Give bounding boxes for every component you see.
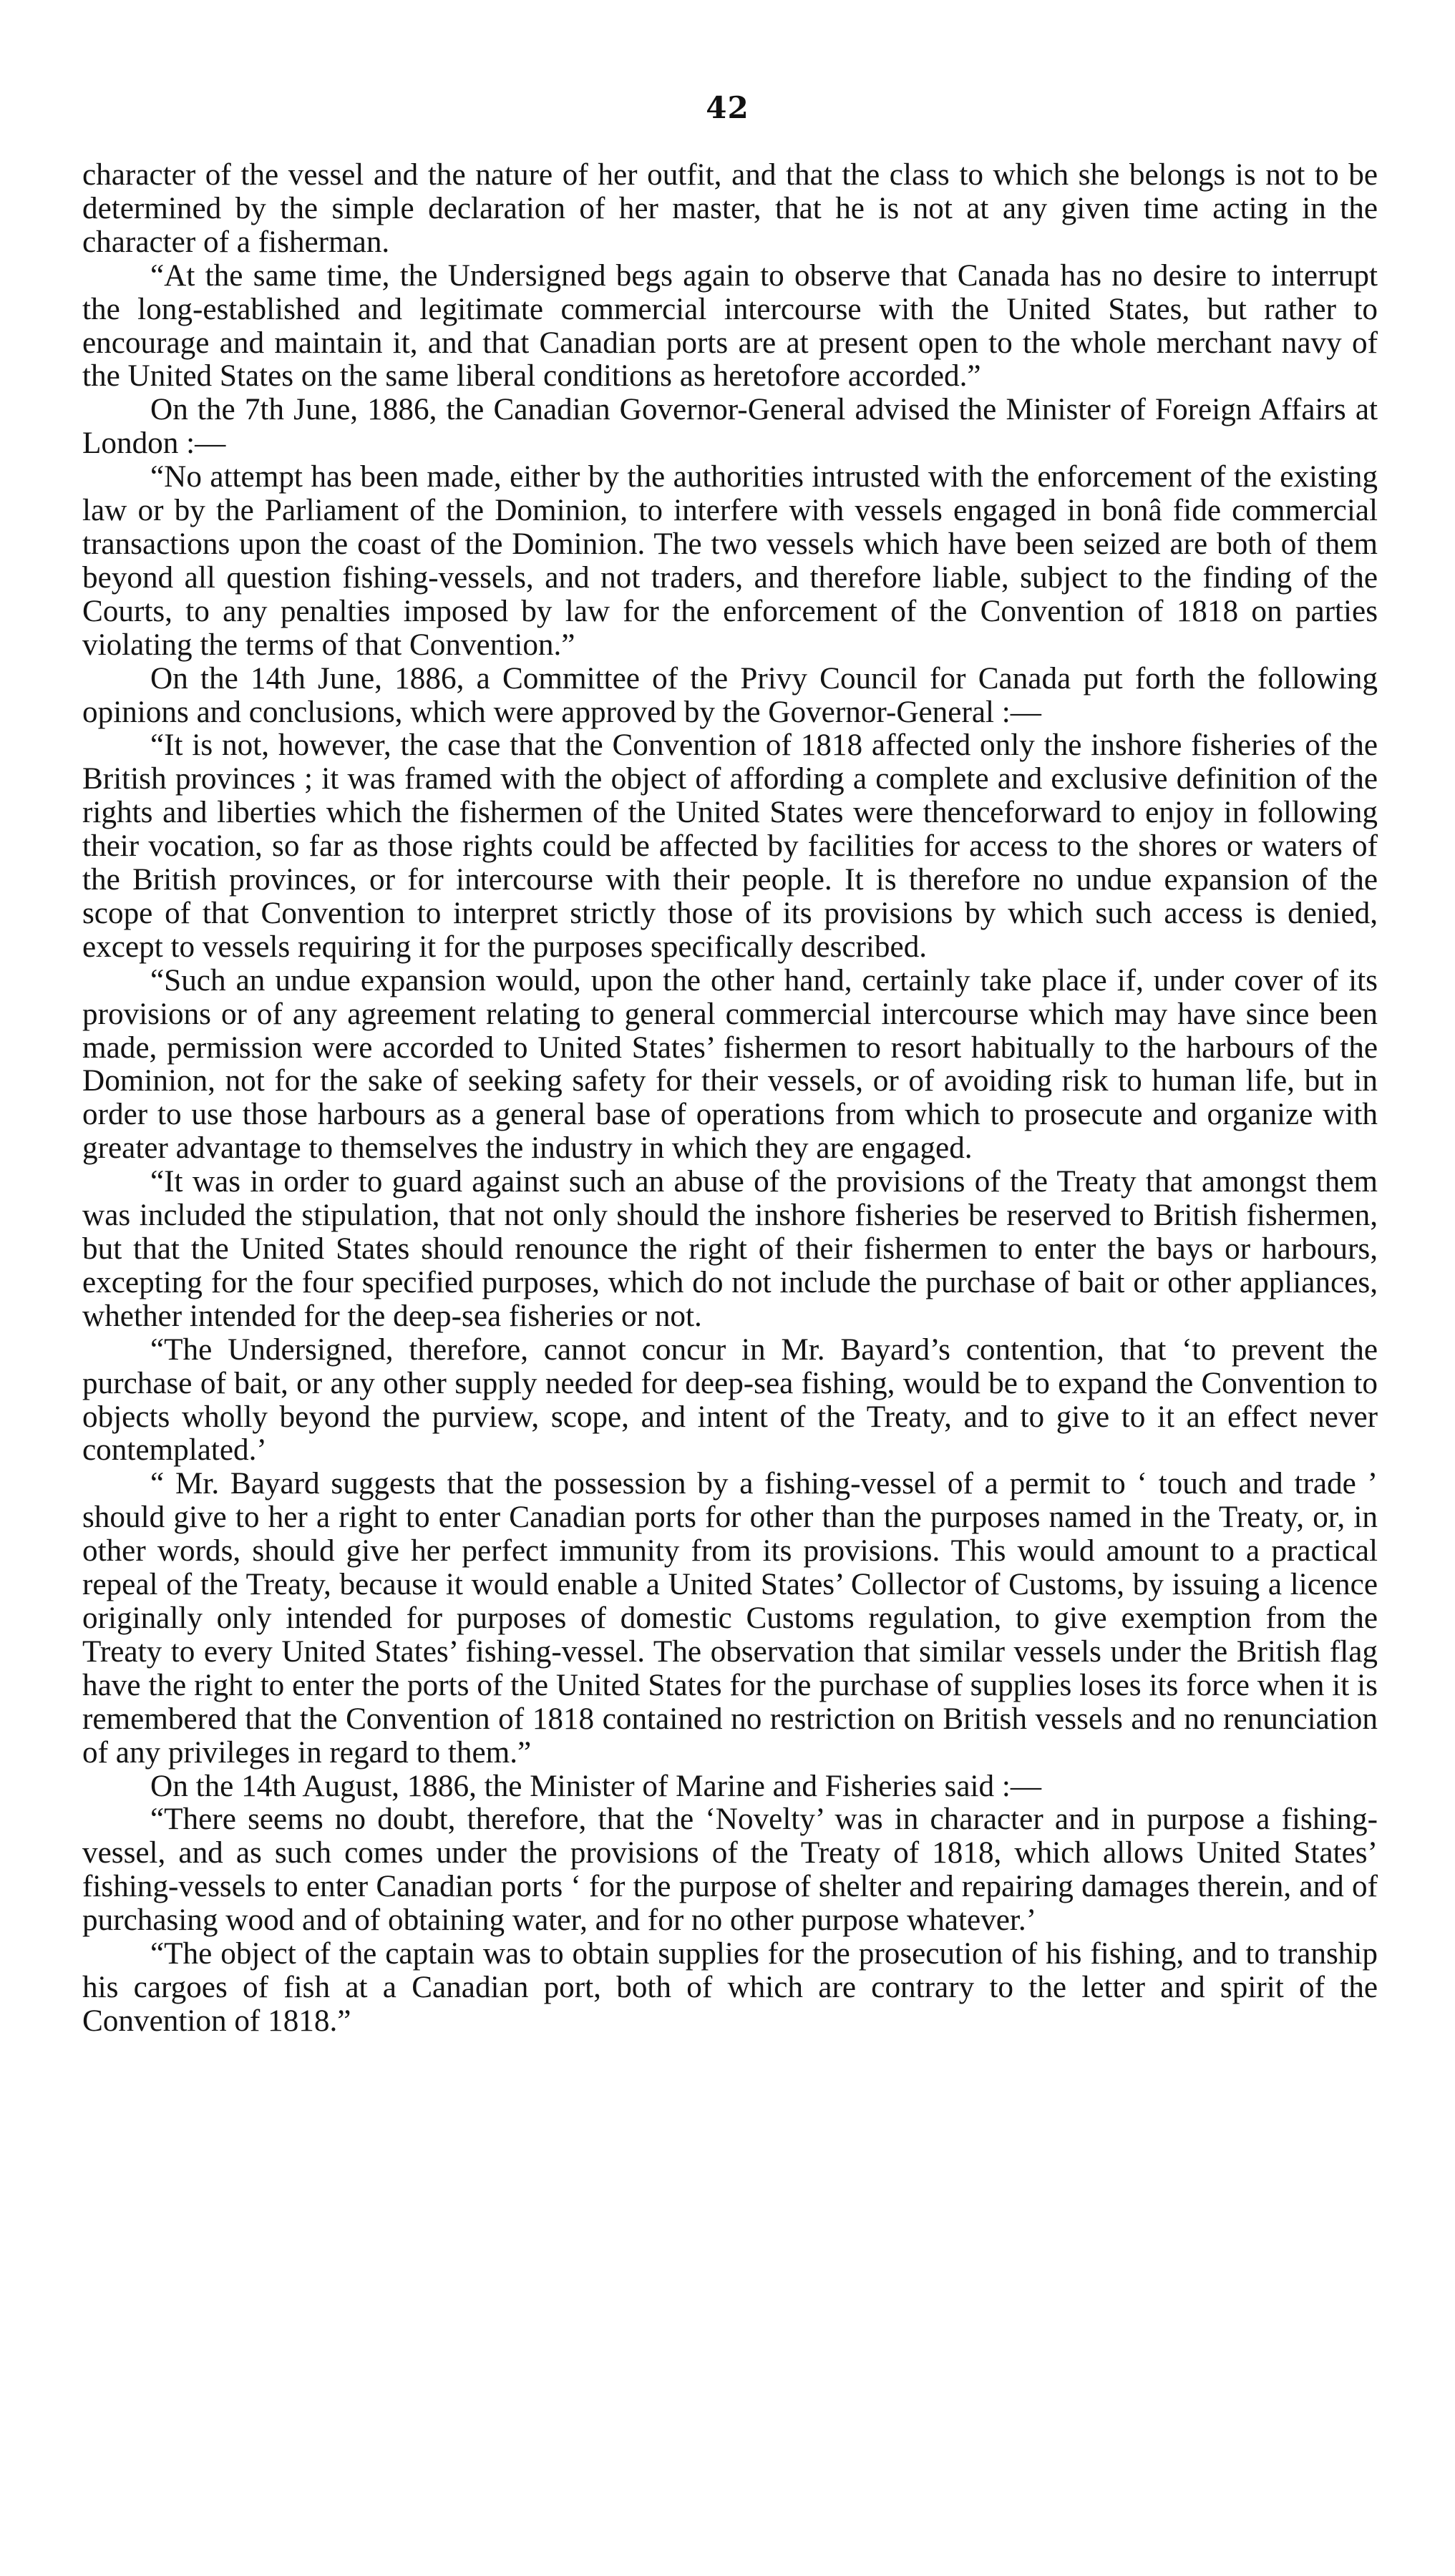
- paragraph: “There seems no doubt, therefore, that the ‘Novelty’ was in character and in purpose a fishing-vessel, and as such comes under the provisions of the Treaty of 1818, which allows United States’ fishing-vessels to enter Canadian ports ‘ for the purpose of shelter and repairing damages therein, and of purchasing wood and of obtaining water, and for no other purpose whatever.’: [82, 1802, 1378, 1938]
- paragraph: “At the same time, the Undersigned begs again to observe that Canada has no desire to interrupt the long-established and legitimate commercial intercourse with the United States, but rather to encourage and maintain it, and that Canadian ports are at present open to the whole merchant navy of the United States on the same liberal conditions as heretofore accorded.”: [82, 258, 1378, 394]
- paragraph: “No attempt has been made, either by the authorities intrusted with the enforcement of the existing law or by the Parliament of the Dominion, to interfere with vessels engaged in bonâ fide commercial transactions upon the coast of the Dominion. The two vessels which have been seized are both of them beyond all question fishing-vessels, and not traders, and therefore liable, subject to the finding of the Courts, to any penalties imposed by law for the enforcement of the Convention of 1818 on parties violating the terms of that Convention.”: [82, 460, 1378, 662]
- paragraph: “The object of the captain was to obtain supplies for the prosecution of his fishing, and to tranship his cargoes of fish at a Canadian port, both of which are contrary to the letter and spirit of the Convention of 1818.”: [82, 1937, 1378, 2038]
- paragraph: “It is not, however, the case that the Convention of 1818 affected only the inshore fisheries of the British provinces ; it was framed with the object of affording a complete and exclusive definition of the rights and liberties which the fishermen of the United States were thenceforward to enjoy in following their vocation, so far as those rights could be affected by facilities for access to the shores or waters of the British provinces, or for intercourse with their people. It is therefore no undue expansion of the scope of that Convention to interpret strictly those of its provisions by which such access is denied, except to vessels requiring it for the purposes specifically described.: [82, 728, 1378, 964]
- paragraph: On the 7th June, 1886, the Canadian Governor-General advised the Minister of Foreign Affairs at London :—: [82, 393, 1378, 461]
- paragraph: “ Mr. Bayard suggests that the possession by a fishing-vessel of a permit to ‘ touch and trade ’ should give to her a right to enter Canadian ports for other than the purposes named in the Treaty, or, in other words, should give her perfect immunity from its provisions. This would amount to a practical repeal of the Treaty, because it would enable a United States’ Collector of Customs, by issuing a licence originally only intended for purposes of domestic Customs regulation, to give exemption from the Treaty to every United States’ fishing-vessel. The observation that similar vessels under the British flag have the right to enter the ports of the United States for the purchase of supplies loses its force when it is remembered that the Convention of 1818 contained no restriction on British vessels and no renunciation of any privileges in regard to them.”: [82, 1467, 1378, 1770]
- page-number: 42: [706, 90, 749, 125]
- paragraph: On the 14th June, 1886, a Committee of the Privy Council for Canada put forth the following opinions and conclusions, which were approved by the Governor-General :—: [82, 661, 1378, 729]
- paragraph: On the 14th August, 1886, the Minister of Marine and Fisheries said :—: [150, 1769, 1042, 1803]
- paragraph: “It was in order to guard against such an abuse of the provisions of the Treaty that amongst them was included the stipulation, that not only should the inshore fisheries be reserved to British fishermen, but that the United States should renounce the right of their fishermen to enter the bays or harbours, excepting for the four specified purposes, which do not include the purchase of bait or other appliances, whether intended for the deep-sea fisheries or not.: [82, 1165, 1378, 1333]
- paragraph: character of the vessel and the nature of her outfit, and that the class to which she belongs is not to be determined by the simple declaration of her master, that he is not at any given time acting in the character of a fisherman.: [82, 158, 1378, 259]
- paragraph: “The Undersigned, therefore, cannot concur in Mr. Bayard’s contention, that ‘to prevent the purchase of bait, or any other supply needed for deep-sea fishing, would be to expand the Convention to objects wholly beyond the purview, scope, and intent of the Treaty, and to give to it an effect never contemplated.’: [82, 1332, 1378, 1468]
- body-text: [82, 159, 1378, 2039]
- paragraph: “Such an undue expansion would, upon the other hand, certainly take place if, under cover of its provisions or of any agreement relating to general commercial intercourse which may have since been made, permission were accorded to United States’ fishermen to resort habitually to the harbours of the Dominion, not for the sake of seeking safety for their vessels, or of avoiding risk to human life, but in order to use those harbours as a general base of operations from which to prosecute and organize with greater advantage to themselves the industry in which they are engaged.: [82, 963, 1378, 1166]
